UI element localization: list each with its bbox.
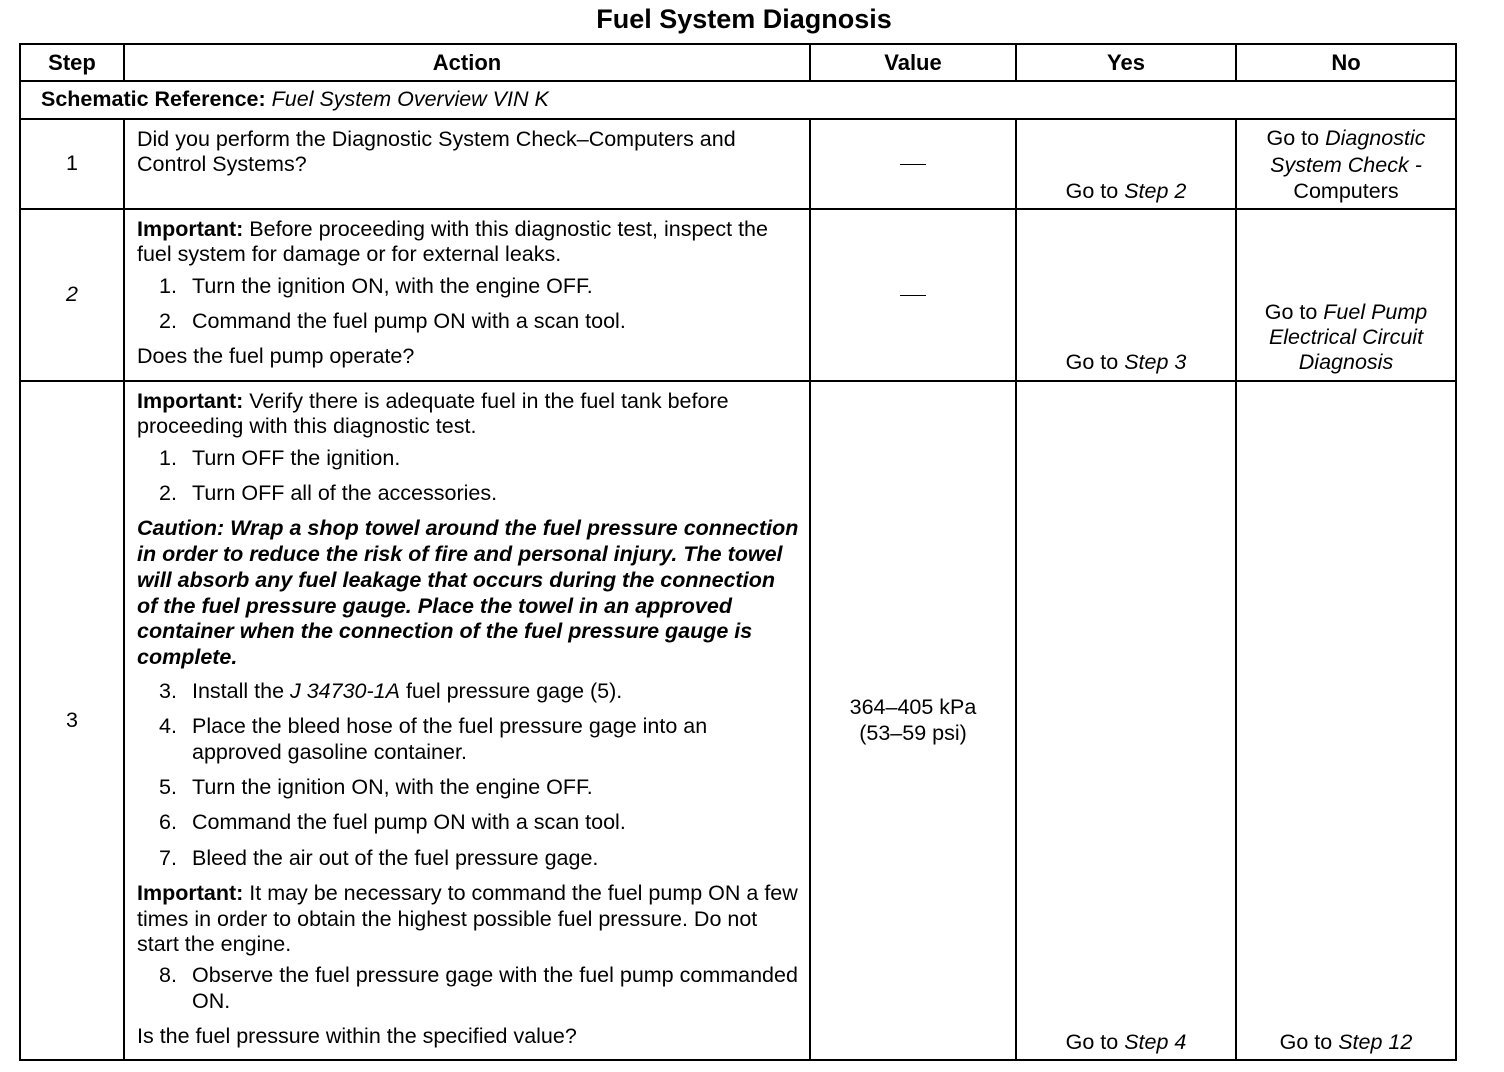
step-1-question: Did you perform the Diagnostic System Check–Computers and Control Systems?: [137, 127, 736, 177]
schematic-link[interactable]: Fuel System Overview VIN K: [271, 87, 549, 112]
step-3-important-2: Important: It may be necessary to command the fuel pump ON a few times in order to obtain the highest possible fuel pressure. Do not start the engine.: [137, 881, 798, 956]
schematic-label: Schematic Reference:: [41, 87, 266, 112]
step-3-no-link[interactable]: Step 12: [1338, 1029, 1413, 1054]
step-3-yes: Go to Step 4: [1016, 381, 1236, 1061]
step-1-value: [810, 119, 1016, 209]
list-item: 1. Turn the ignition ON, with the engine OFF.: [159, 273, 593, 298]
step-3-value: [810, 381, 1016, 1061]
list-item: 4. Place the bleed hose of the fuel pressure gage into an approved gasoline container.: [159, 714, 708, 764]
step-2-yes-link[interactable]: Step 3: [1124, 350, 1187, 375]
list-item: 5. Turn the ignition ON, with the engine OFF.: [159, 775, 593, 800]
step-2-no-link[interactable]: Fuel Pump Electrical Circuit Diagnosis: [1268, 299, 1428, 375]
empty-value-dash: [900, 295, 926, 296]
step-2-no: Go to Fuel Pump Electrical Circuit Diagnosis: [1236, 209, 1456, 381]
value-kpa: 364–405 kPa: [849, 695, 977, 720]
header-action: Action: [124, 44, 810, 81]
step-3-important-1: Important: Verify there is adequate fuel in the fuel tank before proceeding with this diagnostic test.: [137, 388, 729, 439]
caution-note: Caution: Wrap a shop towel around the fuel pressure connection in order to reduce the risk of fire and personal injury. The towel will absorb any fuel leakage that occurs during the connection of the fuel pressure gauge. Place the towel in an approved container when the connection of the fuel pressure gauge is complete.: [137, 516, 799, 670]
diagnosis-table: [19, 43, 1457, 1061]
step-1-yes-link[interactable]: Step 2: [1124, 178, 1187, 203]
step-2-yes: Go to Step 3: [1016, 209, 1236, 381]
tool-number: J 34730-1A: [290, 679, 400, 704]
step-2-action: [124, 209, 810, 381]
header-step: Step: [20, 44, 124, 81]
step-2-row: [20, 209, 1456, 381]
list-item: 7. Bleed the air out of the fuel pressure gage.: [159, 845, 599, 870]
list-item: 2. Command the fuel pump ON with a scan tool.: [159, 309, 626, 334]
step-2-question: Does the fuel pump operate?: [137, 344, 415, 369]
header-value: Value: [810, 44, 1016, 81]
schematic-reference: [20, 81, 1456, 119]
page-title: Fuel System Diagnosis: [596, 4, 892, 34]
value-psi: (53–59 psi): [859, 720, 967, 745]
step-1-no-link[interactable]: Diagnostic System Check -: [1270, 126, 1426, 177]
list-item: 2. Turn OFF all of the accessories.: [159, 480, 498, 505]
empty-value-dash: [900, 164, 926, 165]
header-no: No: [1236, 44, 1456, 81]
list-item: 6. Command the fuel pump ON with a scan tool.: [159, 810, 626, 835]
step-3-action: [124, 381, 810, 1061]
step-1-yes: Go to Step 2: [1016, 119, 1236, 209]
step-1-row: [20, 119, 1456, 209]
step-1-action: [124, 119, 810, 209]
step-3-question: Is the fuel pressure within the specified value?: [137, 1023, 577, 1048]
list-item: 8. Observe the fuel pressure gage with the fuel pump commanded ON.: [159, 963, 798, 1013]
header-yes: Yes: [1016, 44, 1236, 81]
step-3-row: [20, 381, 1456, 1061]
step-3-yes-link[interactable]: Step 4: [1124, 1029, 1187, 1054]
list-item: 3. Install the J 34730-1A fuel pressure gage (5).: [159, 679, 623, 704]
step-1-number: 1: [20, 119, 124, 209]
schematic-row: [20, 81, 1456, 119]
header-row: [20, 44, 1456, 81]
step-3-no: Go to Step 12: [1236, 381, 1456, 1061]
list-item: 1. Turn OFF the ignition.: [159, 445, 401, 470]
step-3-number: 3: [20, 381, 124, 1061]
step-2-important: Important: Before proceeding with this diagnostic test, inspect the fuel system for damage or for external leaks.: [137, 217, 768, 267]
step-2-value: [810, 209, 1016, 381]
step-1-no: Go to Diagnostic System Check - Computers: [1236, 119, 1456, 209]
step-2-number: 2: [20, 209, 124, 381]
